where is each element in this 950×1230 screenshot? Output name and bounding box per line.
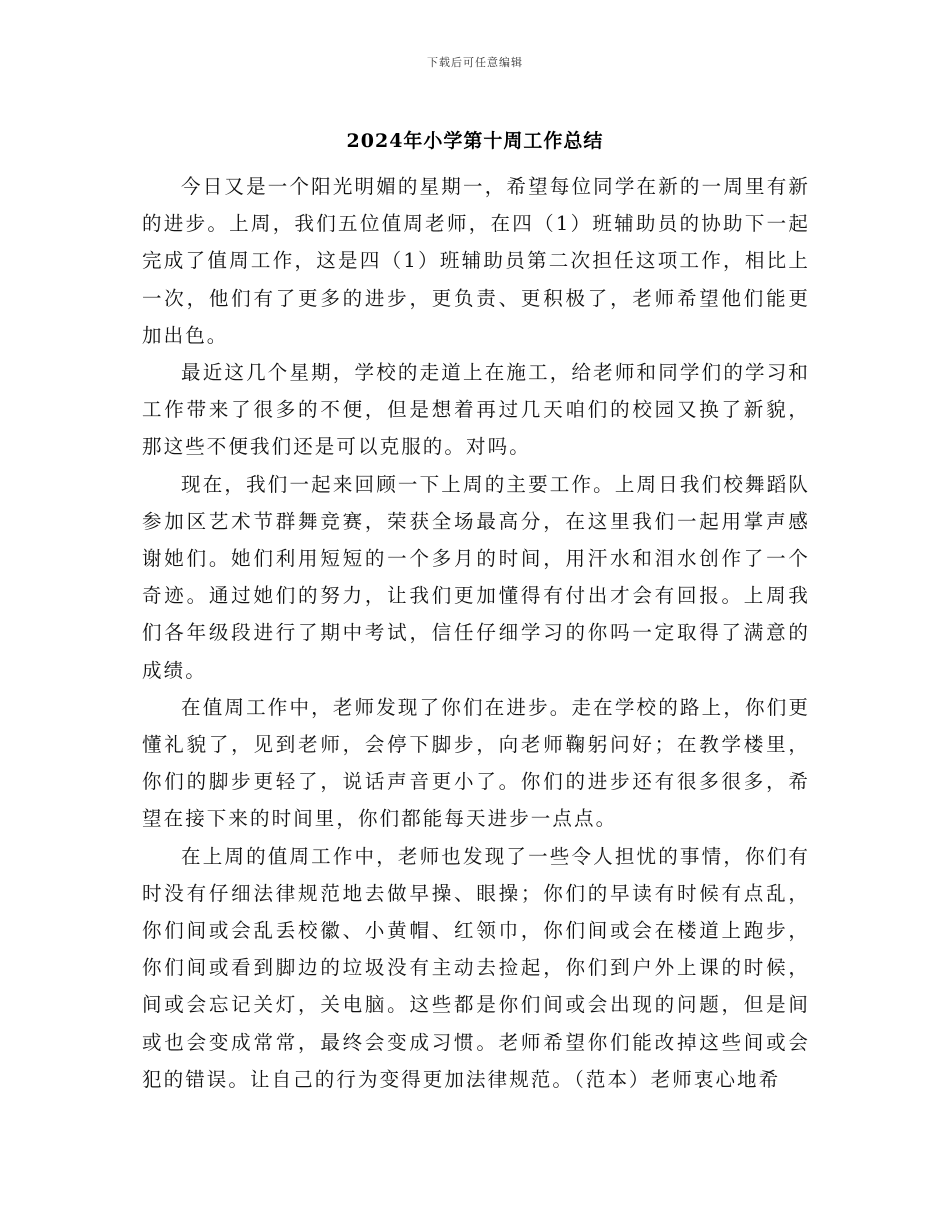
paragraph: 现在，我们一起来回顾一下上周的主要工作。上周日我们校舞蹈队参加区艺术节群舞竞赛，荣获全场最高分，在这里我们一起用掌声感谢她们。她们利用短短的一个多月的时间，用汗水和泪水创作了一个奇迹。通过她们的努力，让我们更加懂得有付出才会有回报。上周我们各年级段进行了期中考试，信任仔细学习的你吗一定取得了满意的成绩。	[142, 472, 810, 682]
paragraph: 最近这几个星期，学校的走道上在施工，给老师和同学们的学习和工作带来了很多的不便，但是想着再过几天咱们的校园又换了新貌，那这些不便我们还是可以克服的。对吗。	[142, 361, 810, 459]
paragraph: 今日又是一个阳光明媚的星期一，希望每位同学在新的一周里有新的进步。上周，我们五位值周老师，在四（1）班辅助员的协助下一起完成了值周工作，这是四（1）班辅助员第二次担任这项工作，相比上一次，他们有了更多的进步，更负责、更积极了，老师希望他们能更加出色。	[142, 175, 810, 347]
header-note: 下载后可任意编辑	[427, 56, 523, 69]
document-title: 2024年小学第十周工作总结	[346, 130, 604, 152]
document-body	[142, 168, 810, 1098]
paragraph: 在值周工作中，老师发现了你们在进步。走在学校的路上，你们更懂礼貌了，见到老师，会停下脚步，向老师鞠躬问好；在教学楼里，你们的脚步更轻了，说话声音更小了。你们的进步还有很多很多，希望在接下来的时间里，你们都能每天进步一点点。	[142, 695, 810, 831]
paragraph: 在上周的值周工作中，老师也发现了一些令人担忧的事情，你们有时没有仔细法律规范地去做早操、眼操；你们的早读有时候有点乱，你们间或会乱丢校徽、小黄帽、红领巾，你们间或会在楼道上跑步，你们间或看到脚边的垃圾没有主动去捡起，你们到户外上课的时候，间或会忘记关灯，关电脑。这些都是你们间或会出现的问题，但是间或也会变成常常，最终会变成习惯。老师希望你们能改掉这些间或会犯的错误。让自己的行为变得更加法律规范。（范本）老师衷心地希	[142, 844, 810, 1091]
